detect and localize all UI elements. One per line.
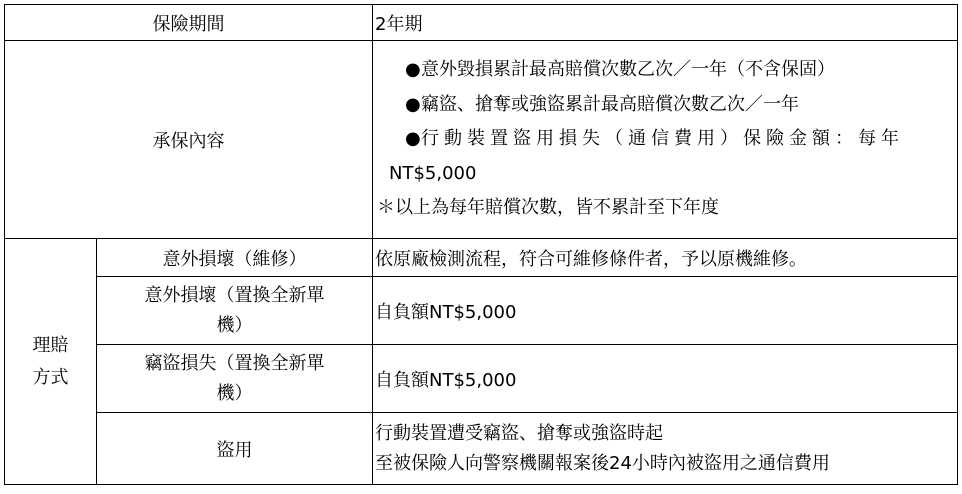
claim-row	[5, 239, 958, 277]
coverage-item: ●竊盜、搶奪或強盜累計最高賠償次數乙次／一年	[405, 88, 957, 123]
claim-description: 自負額NT$5,000	[373, 277, 958, 345]
claim-description: 依原廠檢測流程，符合可維修條件者，予以原機維修。	[373, 239, 958, 277]
claim-row	[5, 277, 958, 345]
period-label: 保險期間	[5, 5, 373, 41]
claim-description: 自負額NT$5,000	[373, 345, 958, 413]
bullet-icon: ●	[405, 59, 421, 81]
claim-row	[5, 413, 958, 485]
coverage-content	[373, 41, 958, 239]
claim-type: 意外損壞（置換全新單 機）	[97, 277, 373, 345]
insurance-table	[4, 4, 958, 485]
coverage-note: ＊以上為每年賠償次數，皆不累計至下年度	[377, 197, 719, 219]
claim-type: 竊盜損失（置換全新單 機）	[97, 345, 373, 413]
coverage-item: ●行動裝置盜用損失（通信費用）保險金額：每年	[405, 122, 957, 157]
period-row	[5, 5, 958, 41]
coverage-row	[5, 41, 958, 239]
coverage-item-continued: NT$5,000	[389, 162, 477, 184]
claim-type: 盜用	[97, 413, 373, 485]
period-value: 2年期	[373, 5, 958, 41]
claim-description: 行動裝置遭受竊盜、搶奪或強盜時起 至被保險人向警察機關報案後24小時內被盜用之通信費用	[373, 413, 958, 485]
bullet-icon: ●	[405, 93, 421, 115]
coverage-item: ●意外毀損累計最高賠償次數乙次／一年（不含保固）	[405, 53, 957, 88]
claim-row	[5, 345, 958, 413]
bullet-icon: ●	[405, 128, 421, 150]
coverage-label: 承保內容	[5, 41, 373, 239]
claim-type: 意外損壞（維修）	[97, 239, 373, 277]
claims-label: 理賠 方式	[5, 239, 97, 485]
